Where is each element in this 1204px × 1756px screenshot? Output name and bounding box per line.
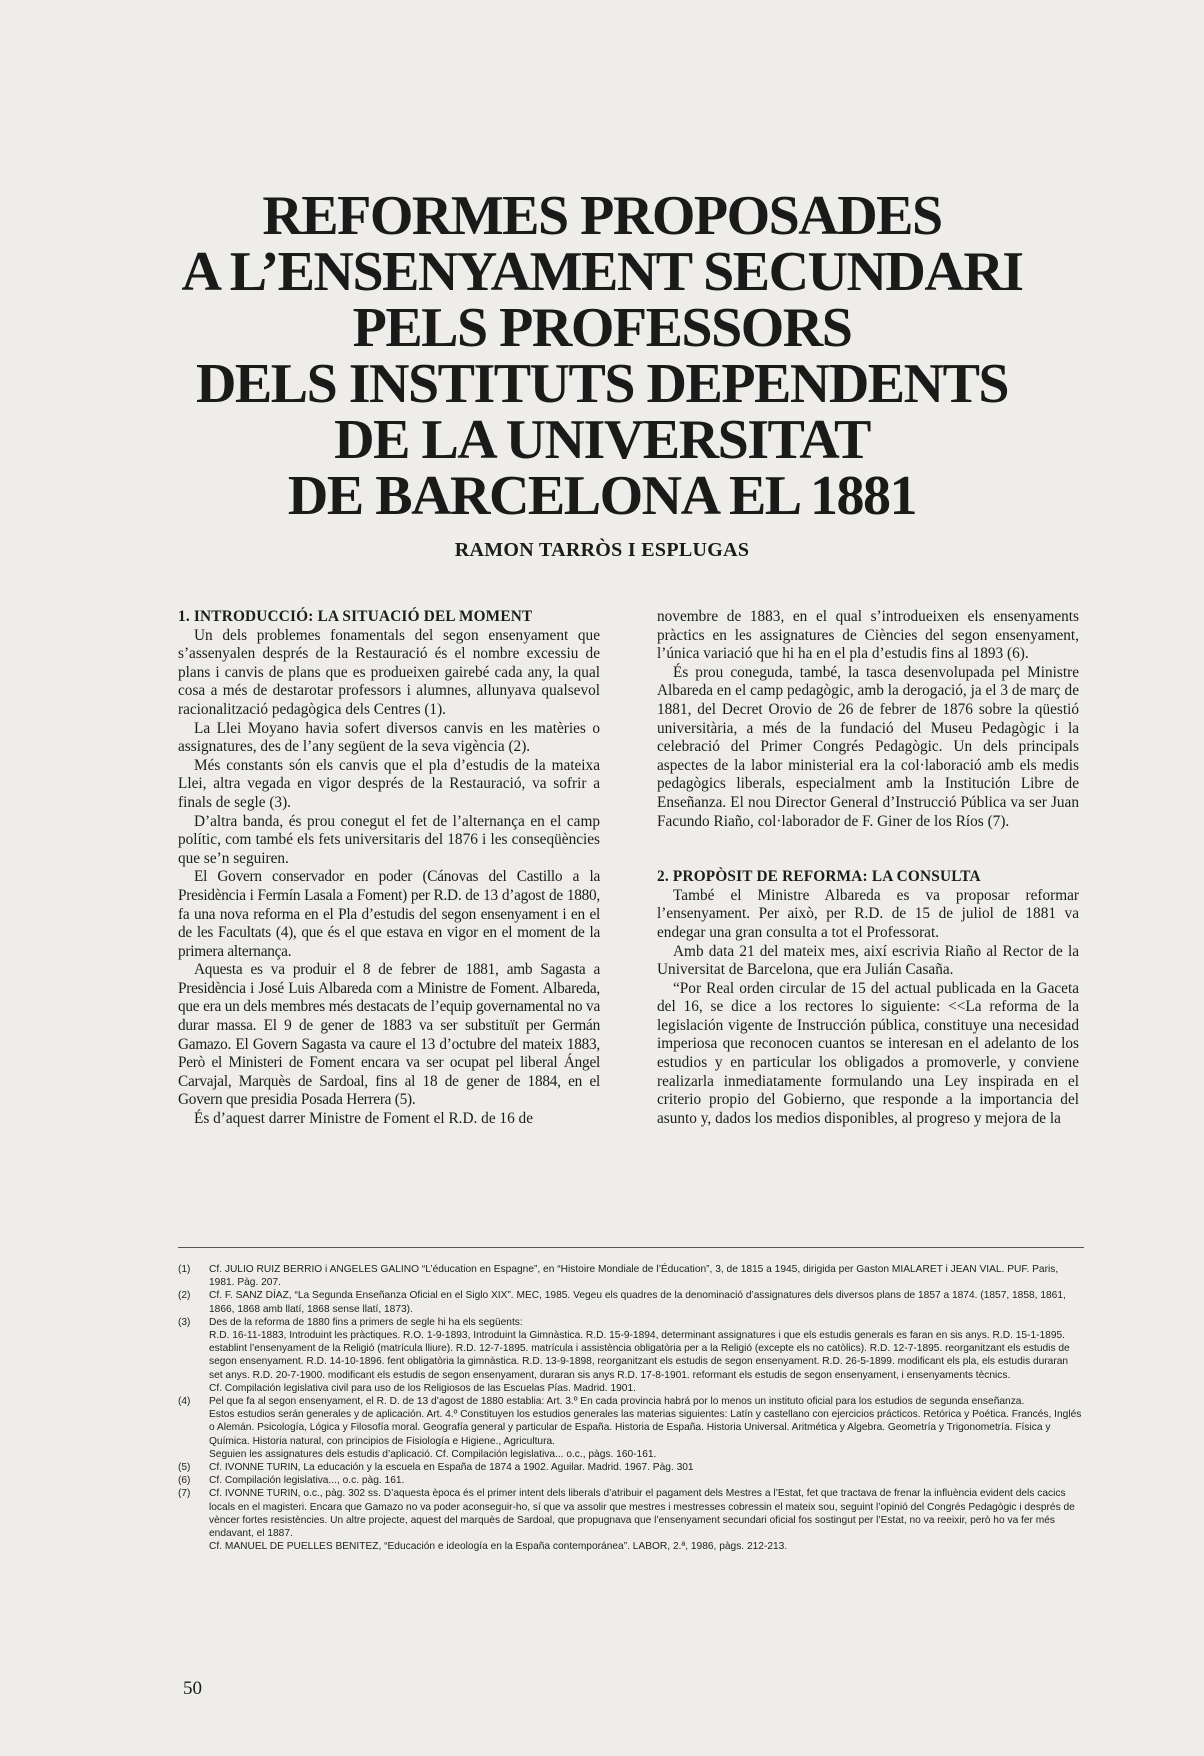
footnote xyxy=(178,1316,1084,1395)
footnote-text: Cf. Compilación legislativa..., o.c. pàg. 161. xyxy=(209,1475,405,1487)
footnote-text: Cf. Compilación legislativa civil para uso de los Religiosos de las Escuelas Pías. Madrid. 1901. xyxy=(209,1382,636,1394)
section-heading-proposit: 2. PROPÒSIT DE REFORMA: LA CONSULTA xyxy=(657,868,981,886)
section-spacer xyxy=(657,831,1079,868)
title-line: REFORMES PROPOSADES xyxy=(262,185,942,247)
paragraph: Un dels problemes fonamentals del segon ensenyament que s’assenyalen després de la Restauració és el nombre excessiu de plans i canvis de plans que es produeixen gairebé cada any, la qual cosa a més de destarotar professors i alumnes, allunyava qualsevol racionalització pedagògica dels Centres (1). xyxy=(178,626,600,718)
title-line: DE BARCELONA EL 1881 xyxy=(287,465,917,527)
title-line: A L’ENSENYAMENT SECUNDARI xyxy=(181,241,1023,303)
page-number: 50 xyxy=(183,1678,202,1699)
footnote-text: Cf. JULIO RUIZ BERRIO i ANGELES GALINO “L’éducation en Espagne”, en “Histoire Mondiale de l’Éducation”, 3, de 1815 a 1945, dirigida per Gaston MIALARET i JEAN VIAL. PUF. Paris, 1981. Pàg. 207. xyxy=(209,1264,1059,1289)
title-line: DELS INSTITUTS DEPENDENTS xyxy=(195,353,1009,415)
footnote xyxy=(178,1263,1084,1289)
footnote xyxy=(178,1461,1084,1474)
section-heading-introduccio: 1. INTRODUCCIÓ: LA SITUACIÓ DEL MOMENT xyxy=(178,608,533,625)
footnote-text: Des de la reforma de 1880 fins a primers de segle hi ha els següents: xyxy=(209,1316,523,1328)
article-title-block xyxy=(100,185,1104,562)
footnote xyxy=(178,1289,1084,1315)
footnote-text: R.D. 16-11-1883, Introduint les pràctiques. R.O. 1-9-1893, Introduint la Gimnàstica. R.D. 15-9-1894, determinant assignatures i que els estudis generals es faran en sis anys. R.D. 15-1-1895. establint l’ensenyament de la Religió (matrícula lliure). R.D. 12-7-1895. matrícula i assistència obligatòria per a la Religió (excepte els no catòlics). R.D. 12-7-1895. reorganitzant els estudis de segon ensenyament. R.D. 14-10-1896. fent obligatòria la gimnàstica. R.D. 13-9-1898, reorganitzant els estudis de segon ensenyament. R.D. 26-5-1899. modificant els pla, els estudis duraran set anys. R.D. 20-7-1900. modificant els estudis de segon ensenyament, duraran sis anys R.D. 17-8-1901. reformant els estudis de segon ensenyament, i ensenyaments tècnics. xyxy=(209,1330,1070,1381)
paragraph: És d’aquest darrer Ministre de Foment el R.D. de 16 de xyxy=(194,1110,533,1128)
footnote-text: Estos estudios serán generales y de aplicación. Art. 4.º Constituyen los estudios generales las materias siguientes: Latín y castellano con ejercicios prácticos. Retórica y Poética. Francés, Inglés o Alemán. Psicología, Lógica y Filosofía moral. Geografía general y particular de España. Historia de España. Historia Universal. Aritmética y Algebra. Geometría y Trigonometría. Física y Química. Historia natural, con principios de Fisiología e Higiene., Agricultura. xyxy=(209,1409,1082,1447)
left-column xyxy=(178,608,600,1129)
footnote-text: Seguien les assignatures dels estudis d’aplicació. Cf. Compilación legislativa... o.c., pàgs. 160-161. xyxy=(209,1448,657,1460)
footnote-number: (6) xyxy=(178,1475,191,1487)
right-column xyxy=(657,608,1079,1128)
paragraph: Aquesta es va produir el 8 de febrer de 1881, amb Sagasta a Presidència i José Luis Albareda com a Ministre de Foment. Albareda, que era un dels membres més destacats de l’equip governamental no va durar massa. El 9 de gener de 1883 va ser substituït per Germán Gamazo. El Govern Sagasta va caure el 13 d’octubre del mateix 1883, Però el Ministeri de Foment encara va ser ocupat pel liberal Ángel Carvajal, Marquès de Sardoal, fins al 18 de gener de 1884, en el Govern que presidia Posada Herrera (5). xyxy=(178,961,600,1109)
footnote-text: Cf. IVONNE TURIN, o.c., pàg. 302 ss. D’aquesta època és el primer intent dels liberals d’atribuir el pagament dels Mestres a l’Estat, fet que tractava de frenar la influència evident dels cacics locals en el magisteri. Encara que Gamazo no va poder aconseguir-ho, sí que va assolir que mestres i mestresses cobressin el mateix sou, seguint l’opinió del Congrés Pedagògic i després de vèncer fortes resistències. Un altre projecte, aquest del marquès de Sardoal, que propugnava que l’ensenyament secundari oficial fos sostingut per l’Estat, no va reeixir, però ho va fer més endavant, el 1887. xyxy=(209,1488,1075,1540)
footnote-number: (5) xyxy=(178,1462,191,1474)
paragraph: La Llei Moyano havia sofert diversos canvis en les matèries o assignatures, des de l’any següent de la seva vigència (2). xyxy=(178,719,600,756)
paragraph: “Por Real orden circular de 15 del actual publicada en la Gaceta del 16, se dice a los rectores lo siguiente: <<La reforma de la legislación vigente de Instrucción pública, constituye una necesidad imperiosa que reconocen cuantos se interesan en el adelanto de los estudios y en particular los obligados a promoverle, y conviene realizarla inmediatamente formulando una Ley inspirada en el criterio propio del Gobierno, que responde a la importancia del asunto y, dados los medios disponibles, al progreso y mejora de la xyxy=(657,979,1079,1127)
footnote-number: (4) xyxy=(178,1396,191,1408)
footnote-number: (7) xyxy=(178,1488,191,1500)
footnotes xyxy=(178,1263,1084,1553)
author-name: RAMON TARRÒS I ESPLUGAS xyxy=(454,539,750,561)
footnote xyxy=(178,1395,1084,1461)
title-line: DE LA UNIVERSITAT xyxy=(334,409,870,471)
footnote-text: Cf. F. SANZ DÍAZ, “La Segunda Enseñanza Oficial en el Siglo XIX”. MEC, 1985. Vegeu els quadres de la denominació d’assignatures dels diversos plans de 1857 a 1874. (1857, 1858, 1861, 1866, 1868 amb llatí, 1868 sense llatí, 1873). xyxy=(209,1290,1066,1315)
footnote-number: (3) xyxy=(178,1316,191,1328)
footnote-number: (1) xyxy=(178,1264,191,1275)
footnote-text: Cf. IVONNE TURIN, La educación y la escuela en España de 1874 a 1902. Aguilar. Madrid. 1967. Pàg. 301 xyxy=(209,1462,694,1474)
footnote xyxy=(178,1487,1084,1553)
footnote-divider xyxy=(178,1247,1084,1248)
footnote-text: Pel que fa al segon ensenyament, el R. D. de 13 d’agost de 1880 establia: Art. 3.º En cada provincia habrá por lo menos un instituto oficial para los estudios de segunda enseñanza. xyxy=(209,1396,1025,1408)
paragraph: El Govern conservador en poder (Cánovas del Castillo a la Presidència i Fermín Lasala a Foment) per R.D. de 13 d’agost de 1880, fa una nova reforma en el Pla d’estudis del segon ensenyament i en el de les Facultats (4), que és el que estava en vigor en el moment de la primera alternança. xyxy=(178,868,600,960)
paragraph-continuation: novembre de 1883, en el qual s’introdueixen els ensenyaments pràctics en les assignatures de Ciències del segon ensenyament, l’única variació que hi ha en el pla d’estudis fins al 1893 (6). xyxy=(657,608,1079,663)
paragraph: Amb data 21 del mateix mes, així escrivia Riaño al Rector de la Universitat de Barcelona, que era Julián Casaña. xyxy=(657,942,1079,979)
footnote-number: (2) xyxy=(178,1290,191,1302)
paragraph: D’altra banda, és prou conegut el fet de l’alternança en el camp polític, com també els fets universitaris del 1876 i les conseqüències que se’n seguiren. xyxy=(178,812,600,867)
paragraph: És prou coneguda, també, la tasca desenvolupada pel Ministre Albareda en el camp pedagògic, amb la derogació, ja el 3 de març de 1881, del Decret Orovio de 26 de febrer de 1876 sobre la qüestió universitària, a més de la fundació del Museu Pedagògic i la celebració del Primer Congrés Pedagògic. Un dels principals aspectes de la labor ministerial era la col·laboració amb els medis pedagògics liberals, especialment amb la Institución Libre de Enseñanza. El nou Director General d’Instrucció Pública va ser Juan Facundo Riaño, col·laborador de F. Giner de los Ríos (7). xyxy=(657,663,1079,830)
title-line: PELS PROFESSORS xyxy=(352,297,852,359)
footnote xyxy=(178,1474,1084,1487)
paragraph: També el Ministre Albareda es va proposar reformar l’ensenyament. Per això, per R.D. de 15 de juliol de 1881 va endegar una gran consulta a tot el Professorat. xyxy=(657,886,1079,941)
footnote-text: Cf. MANUEL DE PUELLES BENITEZ, “Educación e ideología en la España contemporánea”. LABOR, 2.ª, 1986, pàgs. 212-213. xyxy=(209,1541,788,1553)
paragraph: Més constants són els canvis que el pla d’estudis de la mateixa Llei, altra vegada en vigor després de la Restauració, va sofrir a finals de segle (3). xyxy=(178,756,600,811)
